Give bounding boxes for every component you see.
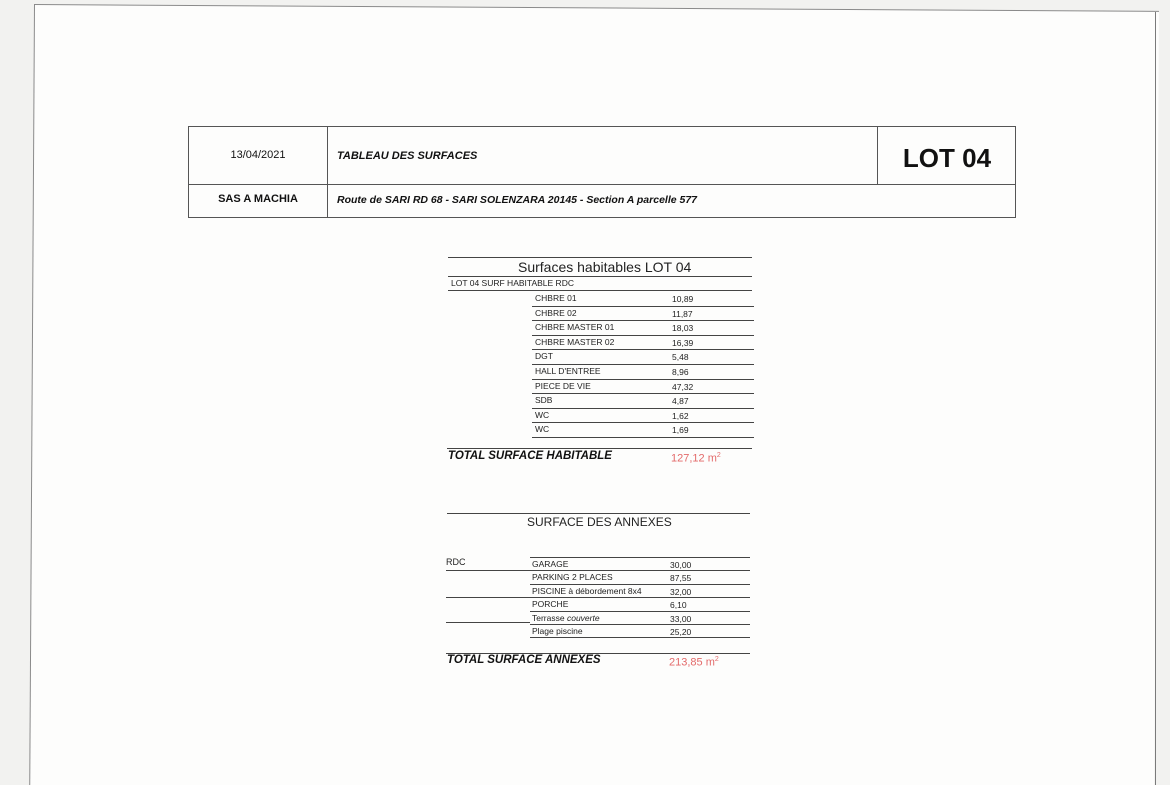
annex-area: 32,00: [670, 586, 692, 597]
company-name: SAS A MACHIA: [218, 193, 298, 205]
room-name: CHBRE 02: [535, 307, 577, 318]
total-annexes-value: 213,85 $m^2$: [669, 656, 719, 669]
annex-name-text: PORCHE: [532, 599, 569, 610]
page-edge: [1155, 12, 1156, 785]
table-row: [532, 423, 754, 438]
annex-name: [532, 626, 583, 636]
table-row: [530, 557, 750, 571]
habitable-rows: [532, 292, 754, 438]
annexes-level-label: RDC: [446, 557, 466, 567]
room-name: CHBRE MASTER 01: [535, 322, 615, 333]
annex-area: 87,55: [670, 573, 692, 584]
habitable-caption: Surfaces habitables LOT 04: [518, 259, 692, 275]
total-habitable-value: 127,12 $m^2$: [671, 452, 721, 465]
table-row: [532, 307, 754, 322]
table-row: [532, 394, 754, 409]
room-area: 1,69: [672, 425, 689, 436]
table-row: [532, 409, 754, 424]
annex-name-italic: couverte: [566, 612, 600, 623]
table-rule: [446, 622, 530, 623]
document-title: TABLEAU DES SURFACES: [337, 150, 478, 162]
lot-number: LOT 04: [902, 143, 992, 173]
table-row: [530, 585, 750, 598]
annex-name-text: PARKING 2 PLACES: [532, 572, 613, 583]
room-name: CHBRE 01: [535, 293, 577, 303]
table-row: [532, 350, 754, 365]
table-rule: [446, 597, 530, 598]
table-row: [532, 321, 754, 336]
table-row: [532, 380, 754, 395]
table-row: [530, 612, 750, 625]
room-area: 18,03: [672, 323, 694, 334]
habitable-section-label: LOT 04 SURF HABITABLE RDC: [451, 278, 574, 288]
room-name: WC: [535, 424, 550, 435]
annex-name: [532, 613, 600, 623]
room-area: 10,89: [672, 294, 694, 304]
header-box: [188, 126, 1016, 218]
annex-area: 6,10: [670, 600, 687, 611]
header-divider: [189, 184, 1015, 185]
annexes-rows: [530, 557, 750, 638]
room-name: CHBRE MASTER 02: [535, 336, 615, 347]
room-name: DGT: [535, 351, 553, 362]
annex-name-text: Terrasse: [532, 612, 567, 623]
room-area: 47,32: [672, 381, 694, 392]
room-name: WC: [535, 409, 550, 420]
annex-name: [532, 572, 613, 582]
annexes-caption: SURFACE DES ANNEXES: [527, 515, 672, 529]
table-row: [532, 365, 754, 380]
document-date: 13/04/2021: [230, 149, 286, 161]
total-habitable-label: TOTAL SURFACE HABITABLE: [448, 450, 612, 462]
annex-area: 33,00: [670, 613, 692, 624]
table-row: [530, 598, 750, 611]
table-row: [530, 571, 750, 584]
table-rule: [447, 448, 752, 449]
table-rule: [448, 257, 752, 258]
room-area: 11,87: [672, 308, 693, 319]
annex-name: [532, 559, 568, 569]
table-row: [532, 336, 754, 351]
table-rule: [448, 276, 752, 277]
annex-area: 30,00: [670, 560, 692, 570]
room-area: 1,62: [672, 410, 689, 421]
room-name: SDB: [535, 395, 553, 406]
room-area: 16,39: [672, 337, 694, 348]
annex-name-text: Plage piscine: [532, 625, 583, 636]
header-divider: [327, 127, 328, 217]
room-area: 5,48: [672, 352, 689, 363]
table-row: [532, 292, 754, 307]
annex-name: [532, 586, 642, 596]
total-annexes-label: TOTAL SURFACE ANNEXES: [447, 654, 601, 666]
room-name: PIECE DE VIE: [535, 380, 591, 391]
room-name: HALL D'ENTREE: [535, 365, 601, 376]
room-area: 8,96: [672, 366, 689, 377]
annex-name: [532, 599, 568, 609]
annex-name-text: GARAGE: [532, 559, 569, 569]
table-rule: [446, 570, 530, 571]
annex-name-text: PISCINE à débordement 8x4: [532, 585, 642, 596]
table-rule: [448, 290, 752, 291]
property-address: Route de SARI RD 68 - SARI SOLENZARA 20145 - Section A parcelle 577: [337, 194, 698, 206]
table-row: [530, 625, 750, 638]
annex-area: 25,20: [670, 626, 692, 637]
room-area: 4,87: [672, 396, 689, 407]
table-rule: [447, 513, 750, 514]
